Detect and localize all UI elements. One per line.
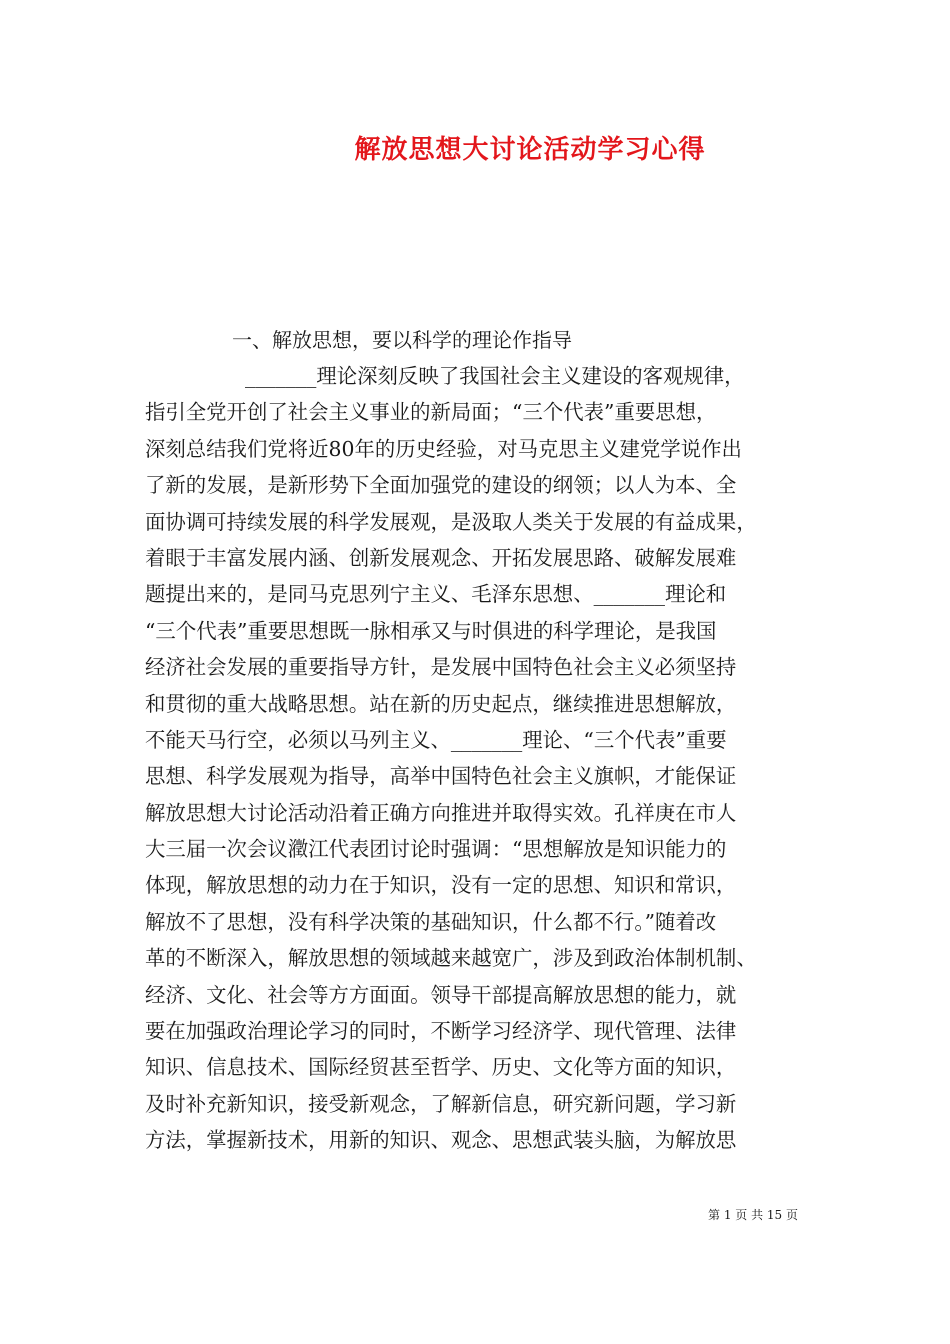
body-line: 指引全党开创了社会主义事业的新局面；“三个代表”重要思想， [145, 400, 717, 425]
body-line: 了新的发展，是新形势下全面加强党的建设的纲领；以人为本、全 [145, 473, 737, 498]
body-line: 解放不了思想，没有科学决策的基础知识，什么都不行。”随着改 [145, 909, 717, 934]
body-line: 解放思想大讨论活动沿着正确方向推进并取得实效。孔祥庚在市人 [145, 800, 737, 825]
section-heading: 一、解放思想，要以科学的理论作指导 [232, 328, 572, 352]
body-line: 大三届一次会议瀓江代表团讨论时强调：“思想解放是知识能力的 [145, 837, 727, 862]
body-line: 面协调可持续发展的科学发展观，是汲取人类关于发展的有益成果， [145, 509, 757, 534]
body-line: 方法，掌握新技术，用新的知识、观念、思想武装头脑，为解放思 [145, 1128, 737, 1153]
body-line: 深刻总结我们党将近80年的历史经验，对马克思主义建党学说作出 [145, 436, 742, 461]
body-line: 经济、文化、社会等方方面面。领导干部提高解放思想的能力，就 [145, 982, 737, 1007]
body-line: _______理论深刻反映了我国社会主义建设的客观规律， [245, 364, 745, 388]
body-line: 及时补充新知识，接受新观念，了解新信息，研究新问题，学习新 [145, 1091, 737, 1116]
body-line: 革的不断深入，解放思想的领域越来越宽广，涉及到政治体制机制、 [145, 946, 757, 971]
body-line: 要在加强政治理论学习的同时，不断学习经济学、现代管理、法律 [145, 1019, 737, 1044]
body-line: 思想、科学发展观为指导，高举中国特色社会主义旗帜，才能保证 [145, 764, 737, 789]
body-line: “三个代表”重要思想既一脉相承又与时俱进的科学理论，是我国 [145, 618, 717, 643]
body-line: 着眼于丰富发展内涵、创新发展观念、开拓发展思路、破解发展难 [145, 545, 737, 570]
body-line: 不能天马行空，必须以马列主义、_______理论、“三个代表”重要 [145, 727, 727, 752]
page-number-footer: 第 1 页 共 15 页 [708, 1208, 798, 1222]
body-line: 题提出来的，是同马克思列宁主义、毛泽东思想、_______理论和 [145, 582, 727, 607]
body-line: 经济社会发展的重要指导方针，是发展中国特色社会主义必须坚持 [145, 655, 737, 680]
document-title: 解放思想大讨论活动学习心得 [354, 135, 706, 165]
body-line: 体现，解放思想的动力在于知识，没有一定的思想、知识和常识， [145, 873, 737, 898]
body-line: 和贯彻的重大战略思想。站在新的历史起点，继续推进思想解放， [145, 691, 737, 716]
body-line: 知识、信息技术、国际经贸甚至哲学、历史、文化等方面的知识， [145, 1055, 737, 1080]
body-paragraph [145, 358, 845, 1159]
